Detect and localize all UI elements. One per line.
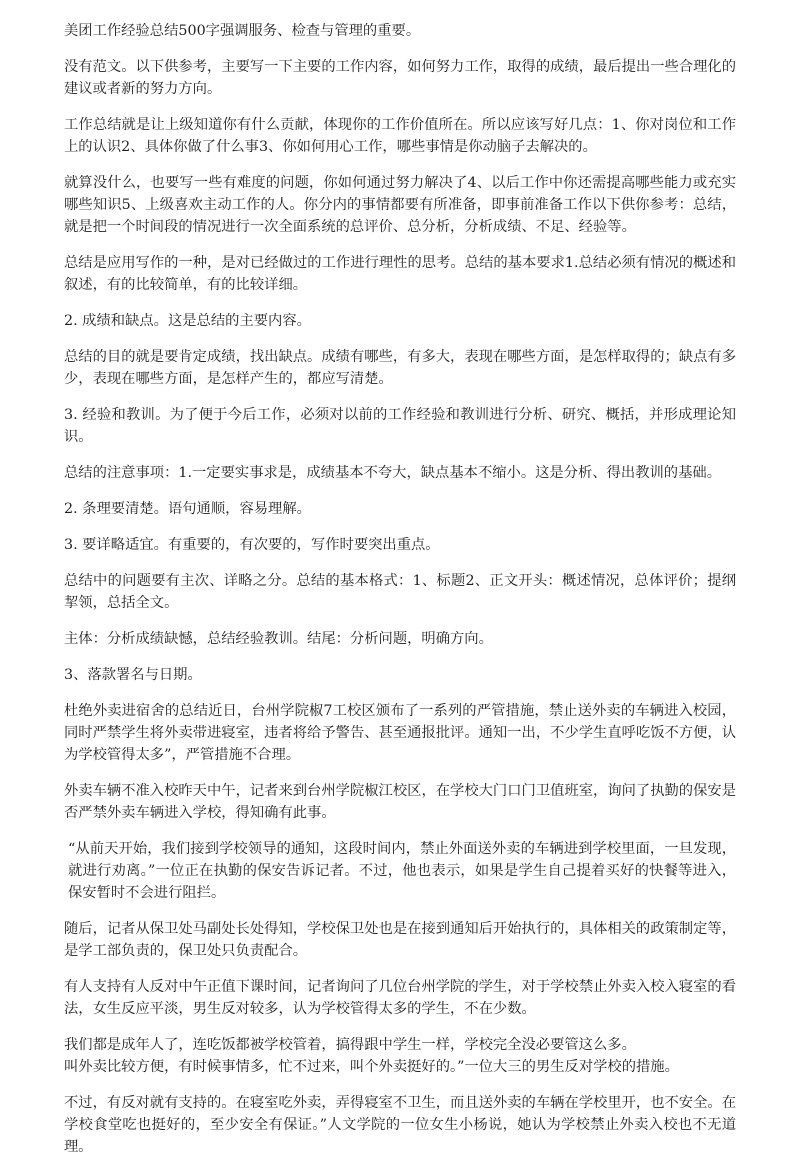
paragraph: 3. 要详略适宜。有重要的，有次要的，写作时要突出重点。 (64, 537, 440, 553)
paragraph: 就算没什么，也要写一些有难度的问题，你如何通过努力解决了4、以后工作中你还需提高哪些能力或充实哪些知识5、上级喜欢主动工作的人。你分内的事情都要有所准备，即事前准备工作以下供你参考：总结，就是把一个时间段的情况进行一次全面系统的总评价、总分析，分析成绩、不足、经验等。 (64, 175, 736, 235)
paragraph: 随后，记者从保卫处马副处长处得知，学校保卫处也是在接到通知后开始执行的，具体相关的政策制定等，是学工部负责的，保卫处只负责配合。 (64, 921, 736, 959)
paragraph: 主体：分析成绩缺憾，总结经验教训。结尾：分析问题，明确方向。 (64, 631, 493, 647)
paragraph: 外卖车辆不准入校昨天中午，记者来到台州学院椒江校区，在学校大门口门卫值班室，询问了执勤的保安是否严禁外卖车辆进入学校，得知确有此事。 (64, 783, 736, 821)
paragraph: 总结的注意事项：1.一定要实事求是，成绩基本不夸大，缺点基本不缩小。这是分析、得出教训的基础。 (64, 465, 721, 481)
paragraph: 不过，有反对就有支持的。在寝室吃外卖，弄得寝室不卫生，而且送外卖的车辆在学校里开，也不安全。在学校食堂吃也挺好的，至少安全有保证。”人文学院的一位女生小杨说，她认为学校禁止外卖入校也不无道理。 (64, 1095, 736, 1155)
paragraph: 3、落款署名与日期。 (64, 667, 202, 683)
paragraph: 2. 条理要清楚。语句通顺，容易理解。 (64, 501, 311, 517)
paragraph: 2. 成绩和缺点。这是总结的主要内容。 (64, 313, 311, 329)
paragraph: 叫外卖比较方便，有时候事情多，忙不过来，叫个外卖挺好的。”一位大三的男生反对学校的措施。 (64, 1059, 679, 1075)
paragraph: 总结的目的就是要肯定成绩，找出缺点。成绩有哪些，有多大，表现在哪些方面，是怎样取得的；缺点有多少，表现在哪些方面，是怎样产生的，都应写清楚。 (64, 349, 736, 387)
paragraph: 有人支持有人反对中午正值下课时间，记者询问了几位台州学院的学生，对于学校禁止外卖入校入寝室的看法，女生反应平淡，男生反对较多，认为学校管得太多的学生，不在少数。 (64, 979, 736, 1017)
paragraph: 3. 经验和教训。为了便于今后工作，必须对以前的工作经验和教训进行分析、研究、概括，并形成理论知识。 (64, 407, 736, 445)
paragraph: 我们都是成年人了，连吃饭都被学校管着，搞得跟中学生一样，学校完全没必要管这么多。 (64, 1037, 636, 1053)
paragraph: 没有范文。以下供参考，主要写一下主要的工作内容，如何努力工作，取得的成绩，最后提出一些合理化的建议或者新的努力方向。 (64, 59, 736, 97)
paragraph: 总结是应用写作的一种，是对已经做过的工作进行理性的思考。总结的基本要求1.总结必须有情况的概述和叙述，有的比较简单，有的比较详细。 (64, 255, 736, 293)
paragraph: 杜绝外卖进宿舍的总结近日，台州学院椒7工校区颁布了一系列的严管措施，禁止送外卖的车辆进入校园，同时严禁学生将外卖带进寝室，违者将给予警告、甚至通报批评。通知一出，不少学生直呼吃饭不方便，认为学校管得太多”，严管措施不合理。 (64, 703, 736, 763)
document-title: 美团工作经验总结500字强调服务、检查与管理的重要。 (64, 23, 421, 39)
paragraph: “从前天开始，我们接到学校领导的通知，这段时间内，禁止外面送外卖的车辆进到学校里面，一旦发现，就进行劝离。”一位正在执勤的保安告诉记者。不过，他也表示，如果是学生自己提着买好的快餐等进入，保安暂时不会进行阻拦。 (68, 841, 736, 901)
paragraph: 工作总结就是让上级知道你有什么贡献，体现你的工作价值所在。所以应该写好几点：1、你对岗位和工作上的认识2、具体你做了什么事3、你如何用心工作，哪些事情是你动脑子去解决的。 (64, 117, 736, 155)
paragraph: 总结中的问题要有主次、详略之分。总结的基本格式：1、标题2、正文开头：概述情况，总体评价；提纲挈领，总括全文。 (64, 573, 736, 611)
